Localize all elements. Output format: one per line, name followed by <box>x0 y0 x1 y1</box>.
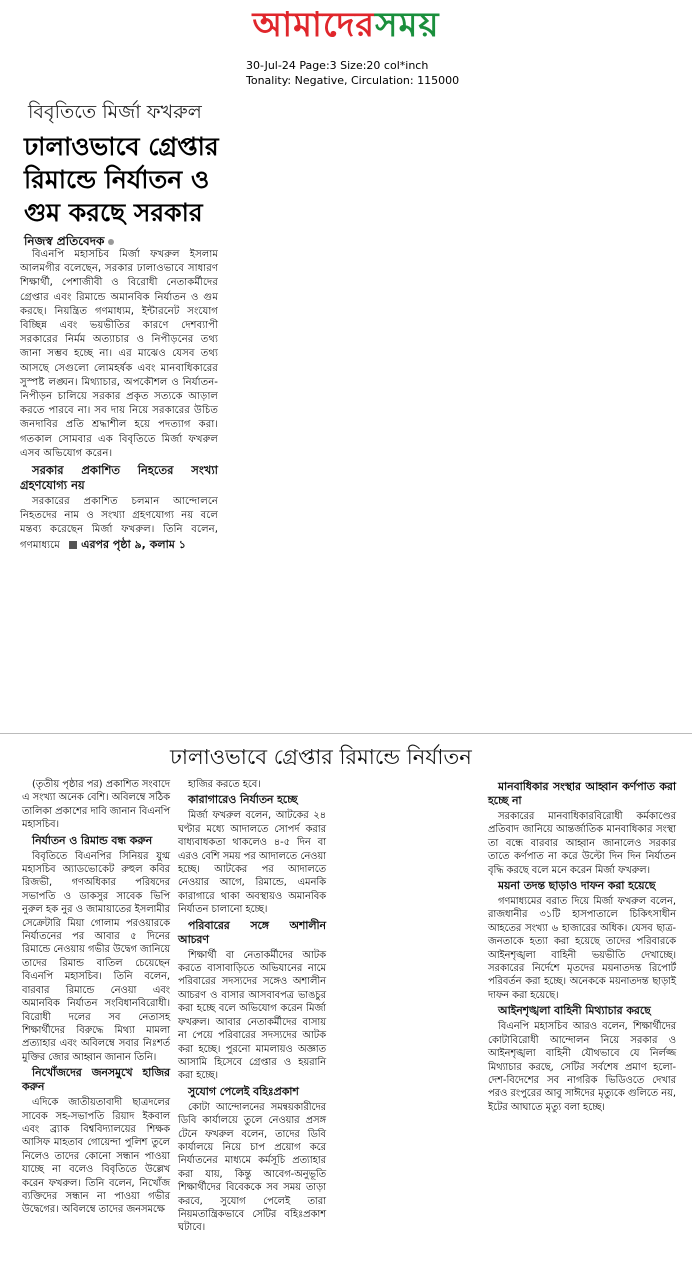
article-headline: ঢালাওভাবে গ্রেপ্তার রিমান্ডে নির্যাতন ও গুম করছে সরকার <box>24 132 219 227</box>
continuation-column-3 <box>488 778 676 1114</box>
lead-column <box>20 248 218 553</box>
continuation-column-1 <box>22 778 170 1217</box>
column-paragraph: হাজির করতে হবে। <box>188 779 261 790</box>
column-paragraph: বিএনপি মহাসচিব আরও বলেন, শিক্ষার্থীদের কোটাবিরোধী আন্দোলন নিয়ে সরকার ও আইনশৃঙ্খলা বাহিনী যৌথভাবে যে নির্লজ্জ মিথ্যাচার করছে, সেটির সর্বশেষ প্রমাণ হলো- দেশ-বিদেশের সব নাগরিক ভিডিওতে দেখার পরও রংপুরের আবু সাঈদের মৃত্যুকে গুলিতে নয়, ইটের আঘাতে মৃত্যু বলা হচ্ছে। <box>488 1021 676 1113</box>
continuation-title: ঢালাওভাবে গ্রেপ্তার রিমান্ডে নির্যাতন <box>170 745 472 769</box>
lead-sub-paragraph <box>20 495 218 553</box>
column-subhead: মানবাধিকার সংস্থার আহ্বান কর্ণপাত করা হচ্ছে না <box>488 780 676 807</box>
meta-line-1: 30-Jul-24 Page:3 Size:20 col*inch <box>246 59 429 72</box>
byline-text: নিজস্ব প্রতিবেদক <box>24 234 105 248</box>
masthead-part-b: সময় <box>375 5 440 45</box>
column-paragraph: (তৃতীয় পৃষ্ঠার পর) প্রকাশিত সংবাদে এ সংখ্যা অনেক বেশি। অবিলম্বে সঠিক তালিকা প্রকাশের দাবি জানান বিএনপি মহাসচিব। <box>22 779 170 831</box>
column-subhead: নিখোঁজদের জনসমুখে হাজির করুন <box>22 1066 170 1094</box>
jump-line <box>63 538 186 551</box>
column-paragraph: কোটা আন্দোলনের সমন্বয়কারীদের ডিবি কার্যালয়ে তুলে নেওয়ার প্রসঙ্গ টেনে ফখরুল বলেন, তাদের ডিবি কার্যালয়ে নিয়ে চাপ প্রয়োগ করে নির্যাতনের মাধ্যমে কর্মসূচি প্রত্যাহার করা যায়, কিন্তু আবেগ-অনুভূতি শিক্ষার্থীদের বিবেককে সব সময় তাড়া করবে, সুযোগ পেলেই তারা নিয়মতান্ত্রিকভাবে সেটির বহিঃপ্রকাশ ঘটাবে। <box>178 1101 326 1234</box>
clipping-meta <box>246 58 459 88</box>
column-paragraph: মির্জা ফখরুল বলেন, আটকের ২৪ ঘণ্টার মধ্যে আদালতে সোপর্দ করার বাধ্যবাধকতা থাকলেও ৪-৫ দিন বা এরও বেশি সময় পর আদালতে নেওয়া হচ্ছে। আটকের পর আদালতে নেওয়ার আগে, রিমান্ডে, এমনকি কারাগারে থাকা অবস্থায়ও অমানবিক নির্যাতন চালানো হচ্ছে। <box>178 810 326 916</box>
article-kicker: বিবৃতিতে মির্জা ফখরুল <box>28 101 202 123</box>
newspaper-masthead <box>0 0 692 50</box>
column-paragraph: শিক্ষার্থী বা নেতাকর্মীদের আটক করতে বাসাবাড়িতে অভিযানের নামে পরিবারের সদস্যদের সঙ্গেও অশালীন আচরণ ও বাসার আসবাবপত্র ভাঙচুর করা হচ্ছে বলে অভিযোগ করেন মির্জা ফখরুল। আবার নেতাকর্মীদের বাসায় না পেয়ে পরিবারের সদস্যদের আটক করা হচ্ছে। পুরনো মামলায়ও অজ্ঞাত আসামি হিসেবে গ্রেপ্তার ও হয়রানি করা হচ্ছে। <box>178 949 326 1082</box>
masthead-part-a: আমাদের <box>252 5 376 45</box>
column-subhead: নির্যাতন ও রিমান্ড বন্ধ করুন <box>32 833 153 847</box>
meta-line-2: Tonality: Negative, Circulation: 115000 <box>246 74 460 87</box>
lead-sub-text: সরকারের প্রকাশিত চলমান আন্দোলনে নিহতদের নাম ও সংখ্যা গ্রহণযোগ্য নয় বলে মন্তব্য করেছেন মির্জা ফখরুল। তিনি বলেন, গণমাধ্যমে <box>20 496 218 551</box>
column-paragraph: বিবৃতিতে বিএনপির সিনিয়র যুগ্ম মহাসচিব অ্যাডভোকেট রুহুল কবির রিজভী, গণঅধিকার পরিষদের সভাপতি ও ডাকসুর সাবেক ভিপি নুরুল হক নুর ও জামায়াতের ইসলামীর সেক্রেটারি মিয়া গোলাম পরওয়ারকে নির্যাতনের পর আবার ৫ দিনের রিমান্ডে নেওয়ায় গভীর উদ্বেগ জানিয়ে তাদের রিমান্ড বাতিল চেয়েছেন বিএনপি মহাসচিব। তিনি বলেন, বারবার রিমান্ডে নেওয়া এবং অমানবিক নির্যাতন সংবিধানবিরোধী। বিরোধী দলের সব নেতাসহ শিক্ষার্থীদের বিরুদ্ধে মিথ্যা মামলা প্রত্যাহার এবং অবিলম্বে সবার নিঃশর্ত মুক্তির জোর আহ্বান জানান তিনি। <box>22 850 170 1063</box>
continuation-column-2 <box>178 778 326 1235</box>
column-subhead: ময়না তদন্ত ছাড়াও দাফন করা হয়েছে <box>498 879 656 893</box>
section-divider <box>0 733 692 734</box>
column-paragraph: গণমাধ্যমের বরাত দিয়ে মির্জা ফখরুল বলেন, রাজধানীর ৩১টি হাসপাতালে চিকিৎসাধীন আহতের সংখ্যা ৬ হাজারের অধিক। যেসব ছাত্র-জনতাকে হত্যা করা হয়েছে তাদের পরিবারকে আইনশৃঙ্খলা বাহিনী ভয়ভীতি দেখাচ্ছে। সরকারের নির্দেশে মৃতদের ময়নাতদন্ত রিপোর্ট পরিবর্তন করা হচ্ছে। অনেককে ময়নাতদন্ত ছাড়াই দাফন করা হয়েছে। <box>488 896 676 1001</box>
jump-square-icon <box>69 541 77 549</box>
lead-subhead: সরকার প্রকাশিত নিহতের সংখ্যা গ্রহণযোগ্য নয় <box>20 463 218 493</box>
column-subhead: আইনশৃঙ্খলা বাহিনী মিথ্যাচার করছে <box>498 1004 651 1018</box>
column-subhead: সুযোগ পেলেই বহিঃপ্রকাশ <box>188 1084 299 1098</box>
jump-text: এরপর পৃষ্ঠা ৯, কলাম ১ <box>81 537 186 551</box>
byline-dot-icon <box>108 239 114 245</box>
column-subhead: কারাগারেও নির্যাতন হচ্ছে <box>188 793 298 807</box>
lead-paragraph: বিএনপি মহাসচিব মির্জা ফখরুল ইসলাম আলমগীর বলেছেন, সরকার ঢালাওভাবে সাধারণ শিক্ষার্থী, পেশাজীবী ও বিরোধী নেতাকর্মীদের গ্রেপ্তার এবং রিমান্ডে অমানবিক নির্যাতন ও গুম করছে। নিয়ন্ত্রিত গণমাধ্যম, ইন্টারনেট সংযোগ বিচ্ছিন্ন এবং ভয়ভীতির কারণে দেশব্যাপী সরকারের নির্মম অত্যাচার ও নিপীড়নের তথ্য জানা সম্ভব হচ্ছে না। এর মাঝেও যেসব তথ্য আসছে সেগুলো লোমহর্ষক এবং মানবাধিকারের সুস্পষ্ট লঙ্ঘন। মিথ্যাচার, অপকৌশল ও নির্যাতন-নিপীড়ন চালিয়ে সরকার প্রকৃত সত্যকে আড়াল করতে পারবে না। সব দায় নিয়ে সরকারের উচিত জনদাবির প্রতি শ্রদ্ধাশীল হয়ে পদত্যাগ করা। গতকাল সোমবার এক বিবৃতিতে মির্জা ফখরুল এসব অভিযোগ করেন। <box>20 249 218 459</box>
column-subhead: পরিবারের সঙ্গে অশালীন আচরণ <box>178 918 326 946</box>
column-paragraph: এদিকে জাতীয়তাবাদী ছাত্রদলের সাবেক সহ-সভাপতি রিয়াদ ইকবাল এবং ব্র্যাক বিশ্ববিদ্যালয়ের শিক্ষক আসিফ মাহতাব গোয়েন্দা পুলিশ তুলে নিলেও তাদের কোনো সন্ধান পাওয়া যাচ্ছে না বলেও বিবৃতিতে উল্লেখ করেন ফখরুল। তিনি বলেন, নিখোঁজ ব্যক্তিদের সন্ধান না পাওয়া গভীর উদ্বেগের। অবিলম্বে তাদের জনসমক্ষে <box>22 1097 170 1216</box>
column-paragraph: সরকারের মানবাধিকারবিরোধী কর্মকাণ্ডের প্রতিবাদ জানিয়ে আন্তর্জাতিক মানবাধিকার সংস্থা তা বন্ধে বারবার আহ্বান জানালেও সরকার তাতে কর্ণপাত না করে উল্টো দিন দিন নির্যাতন বৃদ্ধি করছে বলে মনে করেন মির্জা ফখরুল। <box>488 811 676 876</box>
